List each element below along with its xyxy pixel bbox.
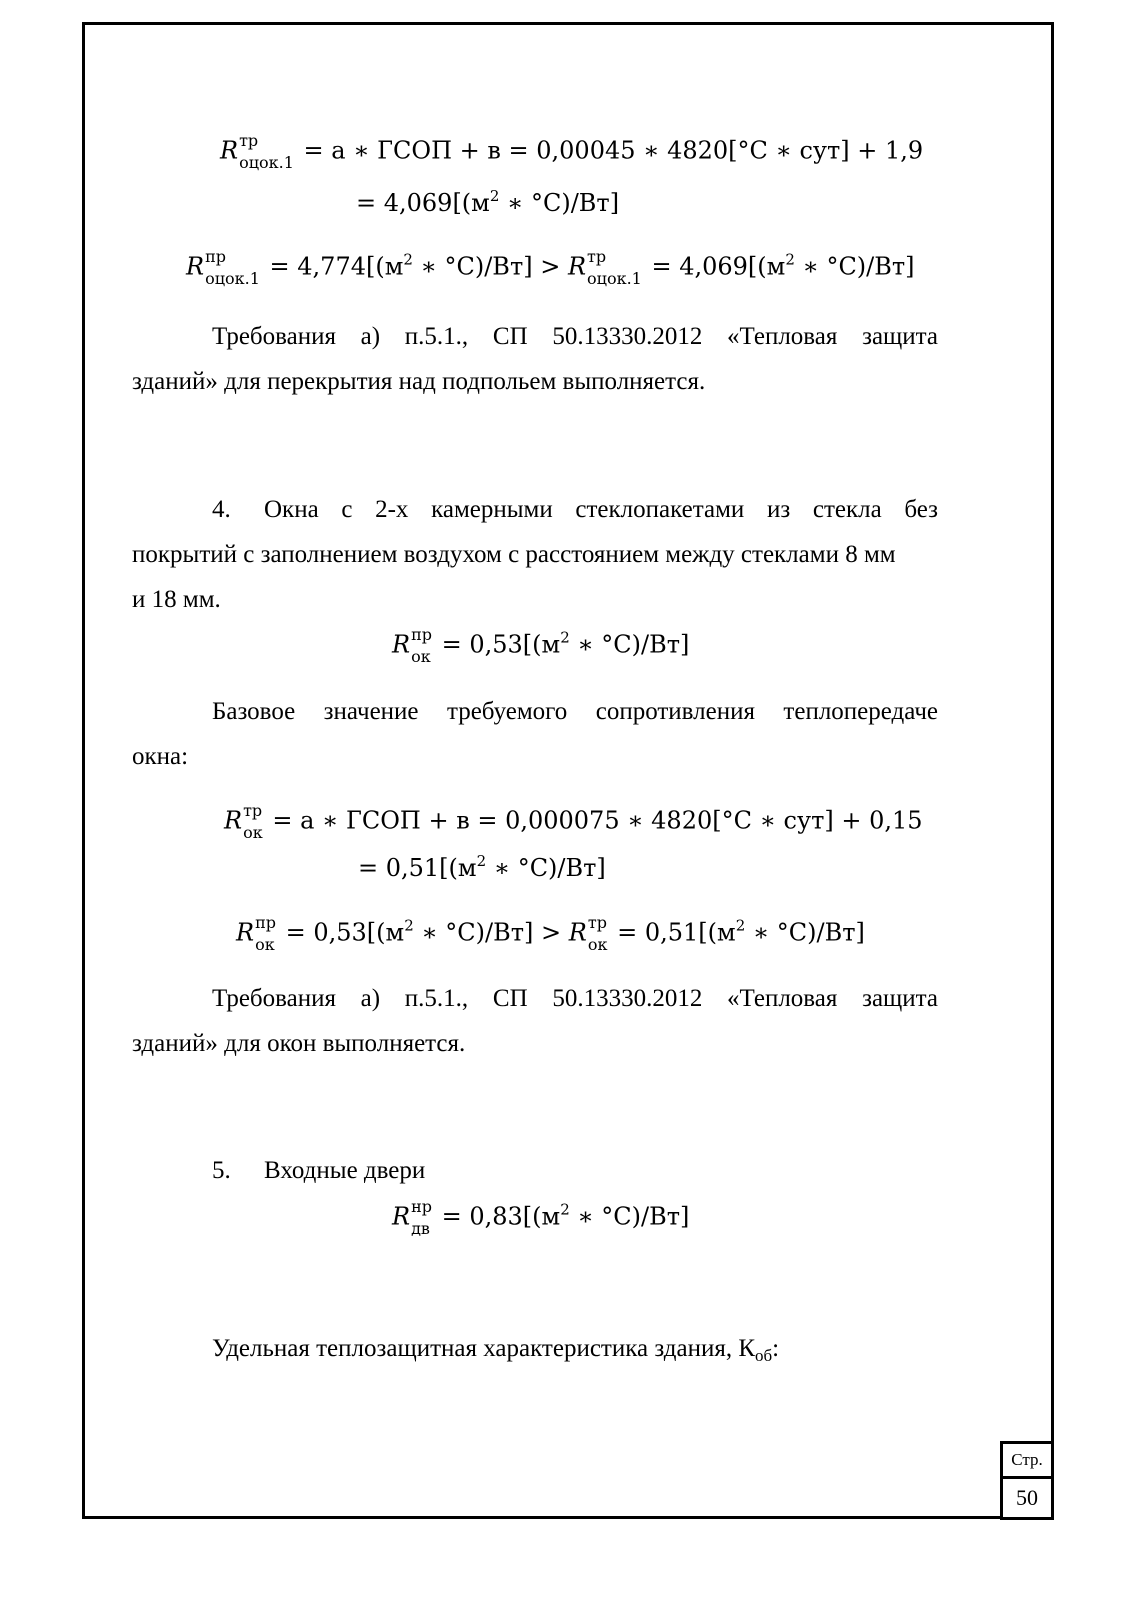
page-frame bbox=[82, 22, 1054, 1519]
paragraph-base-value-line2: окна: bbox=[132, 743, 189, 770]
specific-heat-protection-line: Удельная теплозащитная характеристика здания, $К_{об}$: bbox=[212, 1335, 780, 1365]
item-4-line3: и 18 мм. bbox=[132, 586, 221, 613]
item-4-number: 4. bbox=[212, 496, 231, 523]
equation-r-window-required: R тр ок = а ∗ ГСОП + в = 0,000075 ∗ 4820[°С ∗ сут] + 0,15 bbox=[224, 801, 923, 842]
item-4-line1: Окна с 2-х камерными стеклопакетами из стекла без bbox=[264, 496, 939, 523]
equation-r-window-actual: R пр ок = $0,53[(м^2$ ∗ °С)/Вт] bbox=[392, 625, 690, 666]
equation-r-window-required-result: = $0,51[(м^2$ ∗ °С)/Вт] bbox=[358, 852, 606, 882]
equation-r-window-comparison: R пр ок = $0,53[(м^2$ ∗ °С)/Вт] > R тр ок = $0,51[(м^2$ ∗ °С)/Вт] bbox=[236, 913, 865, 954]
equation-r-otsok-comparison: R пр оцок.1 = $4,774[(м^2$ ∗ °С)/Вт] > R тр оцок.1 = $4,069[(м^2$ ∗ °С)/Вт] bbox=[186, 247, 915, 288]
item-4-line2: покрытий с заполнением воздухом с расстоянием между стеклами 8 мм bbox=[132, 541, 896, 568]
paragraph-requirements-windows-line1: Требования а) п.5.1., СП 50.13330.2012 «Тепловая защита bbox=[212, 985, 939, 1012]
item-5-text: Входные двери bbox=[264, 1157, 426, 1184]
equation-r-otsok-required-result: = $4,069[(м^2$ ∗ °С)/Вт] bbox=[356, 187, 620, 217]
item-5-number: 5. bbox=[212, 1157, 231, 1184]
equation-r-otsok-required: R тр оцок.1 = а ∗ ГСОП + в = 0,00045 ∗ 4820[°С ∗ сут] + 1,9 bbox=[220, 131, 924, 172]
paragraph-base-value-line1: Базовое значение требуемого сопротивления теплопередаче bbox=[212, 698, 939, 725]
page-label: Стр. bbox=[1011, 1450, 1043, 1469]
page-number: 50 bbox=[1016, 1485, 1038, 1510]
paragraph-requirements-windows-line2: зданий» для окон выполняется. bbox=[132, 1030, 466, 1057]
paragraph-requirements-floor-line2: зданий» для перекрытия над подпольем выполняется. bbox=[132, 368, 706, 395]
equation-r-door: R нр дв = $0,83[(м^2$ ∗ °С)/Вт] bbox=[392, 1197, 690, 1238]
page-label-box bbox=[1000, 1441, 1054, 1479]
paragraph-requirements-floor-line1: Требования а) п.5.1., СП 50.13330.2012 «Тепловая защита bbox=[212, 323, 939, 350]
page-number-box bbox=[1000, 1476, 1054, 1520]
